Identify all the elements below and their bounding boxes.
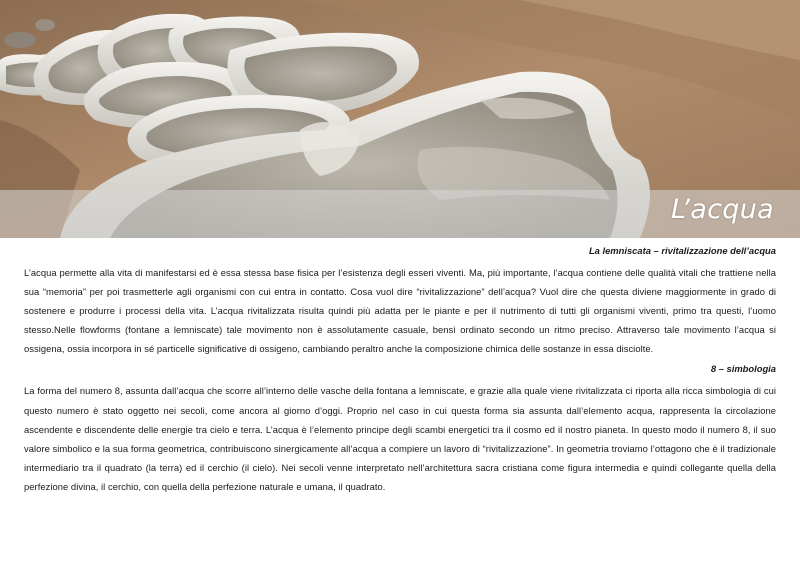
section-heading-simbologia: 8 – simbologia — [710, 363, 776, 375]
section-heading-lemniscata: La lemniscata – rivitalizzazione dell’acqua — [588, 245, 776, 256]
page-title: L’acqua — [670, 194, 774, 225]
section-paragraph-lemniscata: L’acqua permette alla vita di manifestarsi ed è essa stessa base fisica per l’esistenza degli esseri viventi. Ma, più importante, l’acqua contiene delle qualità vitali che trattiene nella sua “memoria” per poi trasmetterle agli organismi con cui entra in contatto. Cosa vuol dire “rivitalizzazione” dell’acqua? Vuol dire che questa diviene maggiormente in grado di sostenere e produrre i processi della vita. L’acqua rivitalizzata risulta quindi più adatta per le piante e per il nutrimento di tutti gli organismi viventi, primo tra questi, l’uomo stesso.Nelle flowforms (fontane a lemniscate) tale movimento non è assolutamente casuale, bensì ordinato secondo un ritmo preciso. Attraverso tale movimento l’acqua si ossigena, ossia incorpora in sé particelle significative di ossigeno, cambiando peraltro anche la composizione chimica delle sostanze in essa disciolte. — [24, 267, 776, 355]
section-paragraph-simbologia: La forma del numero 8, assunta dall’acqua che scorre all’interno delle vasche della fontana a lemniscate, e grazie alla quale viene rivitalizzata ci riporta alla ricca simbologia di cui questo numero è stato oggetto nei secoli, come ancora al giorno d’oggi. Proprio nel caso in cui questa forma sia assunta dall’elemento acqua, rappresenta la circolazione ascendente e discendente delle energie tra cielo e terra. L’acqua è l’elemento principe degli scambi energetici tra il cosmo ed il nostro pianeta. In questo modo il numero 8, il suo valore simbolico e la sua forma geometrica, contribuiscono sinergicamente all’acqua a compiere un lavoro di “rivitalizzazione”. In geometria troviamo l’ottagono che è il tradizionale intermediario tra il quadrato (la terra) ed il cerchio (il cielo). Nei secoli venne interpretato nell’architettura sacra cristiana come figura intermedia e quindi collegante quella della perfezione divina, il cerchio, con quella della perfezione naturale e umana, il quadrato. — [24, 385, 776, 492]
article-body — [24, 244, 776, 500]
